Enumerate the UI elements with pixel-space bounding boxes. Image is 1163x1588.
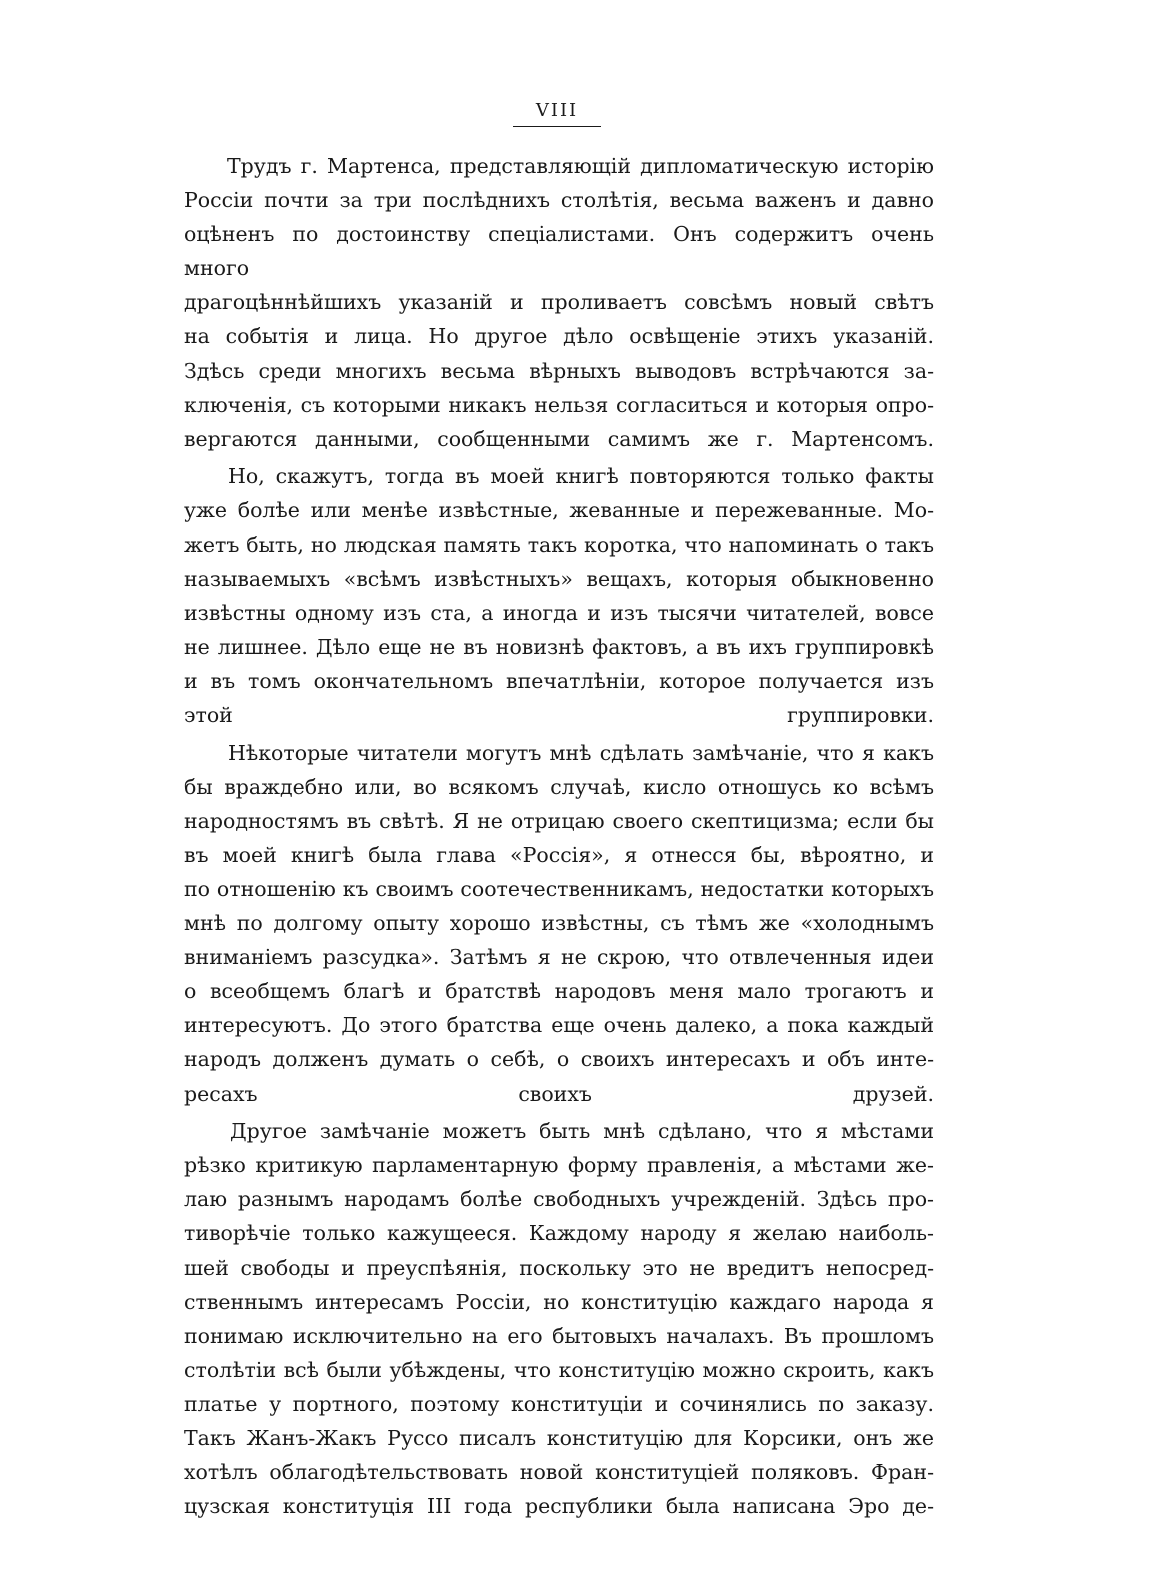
paragraph-known-facts: Но, скажутъ, тогда въ моей книгѣ повторяются только факты уже болѣе или менѣе извѣстные, жеванные и пережеванные. Мо- жетъ быть, но людская память такъ коротка, что напоминать о такъ называемыхъ «всѣмъ извѣстныхъ» вещахъ, которыя обыкновенно извѣстны одному изъ ста, а иногда и изъ тысячи читателей, вовсе не лишнее. Дѣло еще не въ новизнѣ фактовъ, а въ ихъ группировкѣ и въ томъ окончательномъ впечатлѣніи, которое получается изъ этой группировки. [184, 464, 934, 727]
page-number: VIII [535, 100, 579, 121]
paragraph-skepticism: Нѣкоторые читатели могутъ мнѣ сдѣлать замѣчаніе, что я какъ бы враждебно или, во всякомъ случаѣ, кисло отношусь ко всѣмъ народностямъ въ свѣтѣ. Я не отрицаю своего скептицизма; если бы въ моей книгѣ была глава «Россія», я отнесся бы, вѣроятно, и по отношенію къ своимъ соотечественникамъ, недостатки которыхъ мнѣ по долгому опыту хорошо извѣстны, съ тѣмъ же «холоднымъ вниманіемъ разсудка». Затѣмъ я не скрою, что отвлеченныя идеи о всеобщемъ благѣ и братствѣ народовъ меня мало трогаютъ и интересуютъ. До этого братства еще очень далеко, а пока каждый народъ долженъ думать о себѣ, о своихъ интересахъ и объ инте- ресахъ своихъ друзей. [184, 740, 934, 1106]
paragraph-martens-work: Трудъ г. Мартенса, представляющій дипломатическую исторію Россіи почти за три послѣднихъ столѣтія, весьма важенъ и давно оцѣненъ по достоинству спеціалистами. Онъ содержитъ очень много драгоцѣннѣйшихъ указаній и проливаетъ совсѣмъ новый свѣтъ на событія и лица. Но другое дѣло освѣщеніе этихъ указаній. Здѣсь среди многихъ весьма вѣрныхъ выводовъ встрѣчаются за- ключенія, съ которыми никакъ нельзя согласиться и которыя опро- вергаются данными, сообщенными самимъ же г. Мартенсомъ. [184, 154, 934, 451]
paragraph-constitutions: Другое замѣчаніе можетъ быть мнѣ сдѣлано, что я мѣстами рѣзко критикую парламентарную форму правленія, а мѣстами же- лаю разнымъ народамъ болѣе свободныхъ учрежденій. Здѣсь про- тиворѣчіе только кажущееся. Каждому народу я желаю наиболь- шей свободы и преуспѣянія, поскольку это не вредитъ непосред- ственнымъ интересамъ Россіи, но конституцію каждаго народа я понимаю исключительно на его бытовыхъ началахъ. Въ прошломъ столѣтіи всѣ были убѣждены, что конституцію можно скроить, какъ платье у портного, поэтому конституціи и сочинялись по заказу. Такъ Жанъ-Жакъ Руссо писалъ конституцію для Корсики, онъ же хотѣлъ облагодѣтельствовать новой конституціей поляковъ. Фран- цузская конституція III года республики была написана Эро де- [184, 1119, 934, 1519]
body-text [184, 149, 934, 1523]
header-rule [513, 126, 601, 127]
